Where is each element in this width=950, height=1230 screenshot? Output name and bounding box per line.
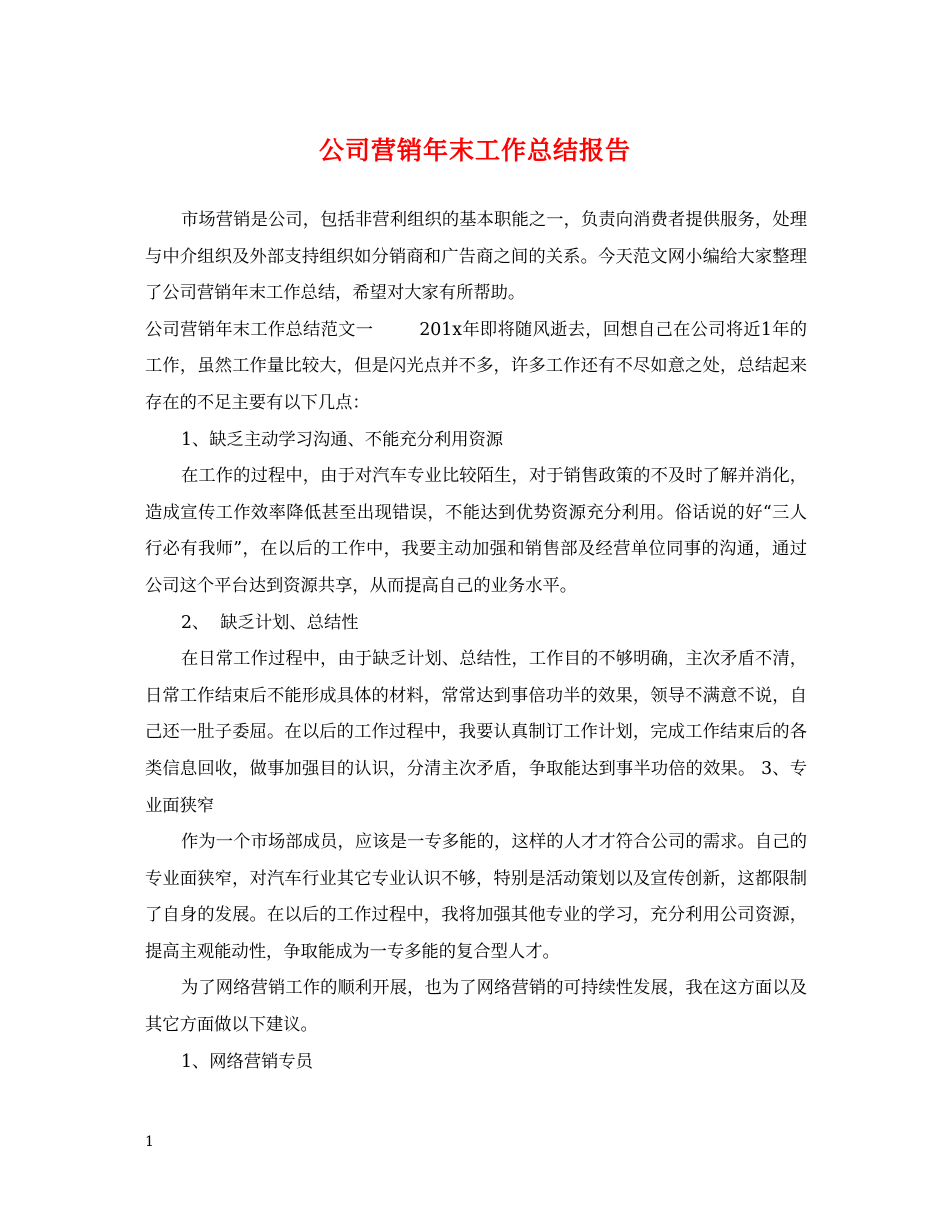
- section-paragraph-2-text: 在日常工作过程中，由于缺乏计划、总结性，工作目的不够明确，主次矛盾不清，日常工作结束后不能形成具体的材料，常常达到事倍功半的效果，领导不满意不说，自己还一肚子委屈。在以后的工作过程中，我要认真制订工作计划，完成工作结束后的各类信息回收，做事加强目的认识，分清主次矛盾，争取能达到事半功倍的效果。: [145, 649, 807, 779]
- document-body: [145, 202, 807, 1080]
- sample-label: 公司营销年末工作总结范文一: [145, 319, 374, 340]
- sample-paragraph: [145, 312, 807, 422]
- section-heading-1: 1、缺乏主动学习沟通、不能充分利用资源: [181, 429, 504, 450]
- section-paragraph-1: 在工作的过程中，由于对汽车专业比较陌生，对于销售政策的不及时了解并消化，造成宣传工作效率降低甚至出现错误，不能达到优势资源充分利用。俗话说的好“三人行必有我师”，在以后的工作中，我要主动加强和销售部及经营单位同事的沟通，通过公司这个平台达到资源共享，从而提高自己的业务水平。: [145, 466, 807, 596]
- section-heading-3: 3、专业面狭窄: [145, 758, 807, 816]
- section-heading-2: 2、 缺乏计划、总结性: [181, 612, 359, 633]
- page-number: 1: [145, 1134, 154, 1150]
- intro-paragraph: 市场营销是公司，包括非营利组织的基本职能之一，负责向消费者提供服务，处理与中介组织及外部支持组织如分销商和广告商之间的关系。今天范文网小编给大家整理了公司营销年末工作总结，希望对大家有所帮助。: [145, 210, 807, 304]
- section-paragraph-2: [145, 641, 807, 824]
- document-title: 公司营销年末工作总结报告: [318, 136, 631, 165]
- section-paragraph-3: 作为一个市场部成员，应该是一专多能的，这样的人才才符合公司的需求。自己的专业面狭窄，对汽车行业其它专业认识不够，特别是活动策划以及宣传创新，这都限制了自身的发展。在以后的工作过程中，我将加强其他专业的学习，充分利用公司资源，提高主观能动性，争取能成为一专多能的复合型人才。: [145, 832, 807, 962]
- section-heading-4: 1、网络营销专员: [181, 1051, 313, 1072]
- section-paragraph-4: 为了网络营销工作的顺利开展，也为了网络营销的可持续性发展，我在这方面以及其它方面做以下建议。: [145, 978, 807, 1036]
- sample-text: 201x年即将随风逝去，回想自己在公司将近1年的工作，虽然工作量比较大，但是闪光点并不多，许多工作还有不尽如意之处，总结起来存在的不足主要有以下几点：: [145, 319, 807, 413]
